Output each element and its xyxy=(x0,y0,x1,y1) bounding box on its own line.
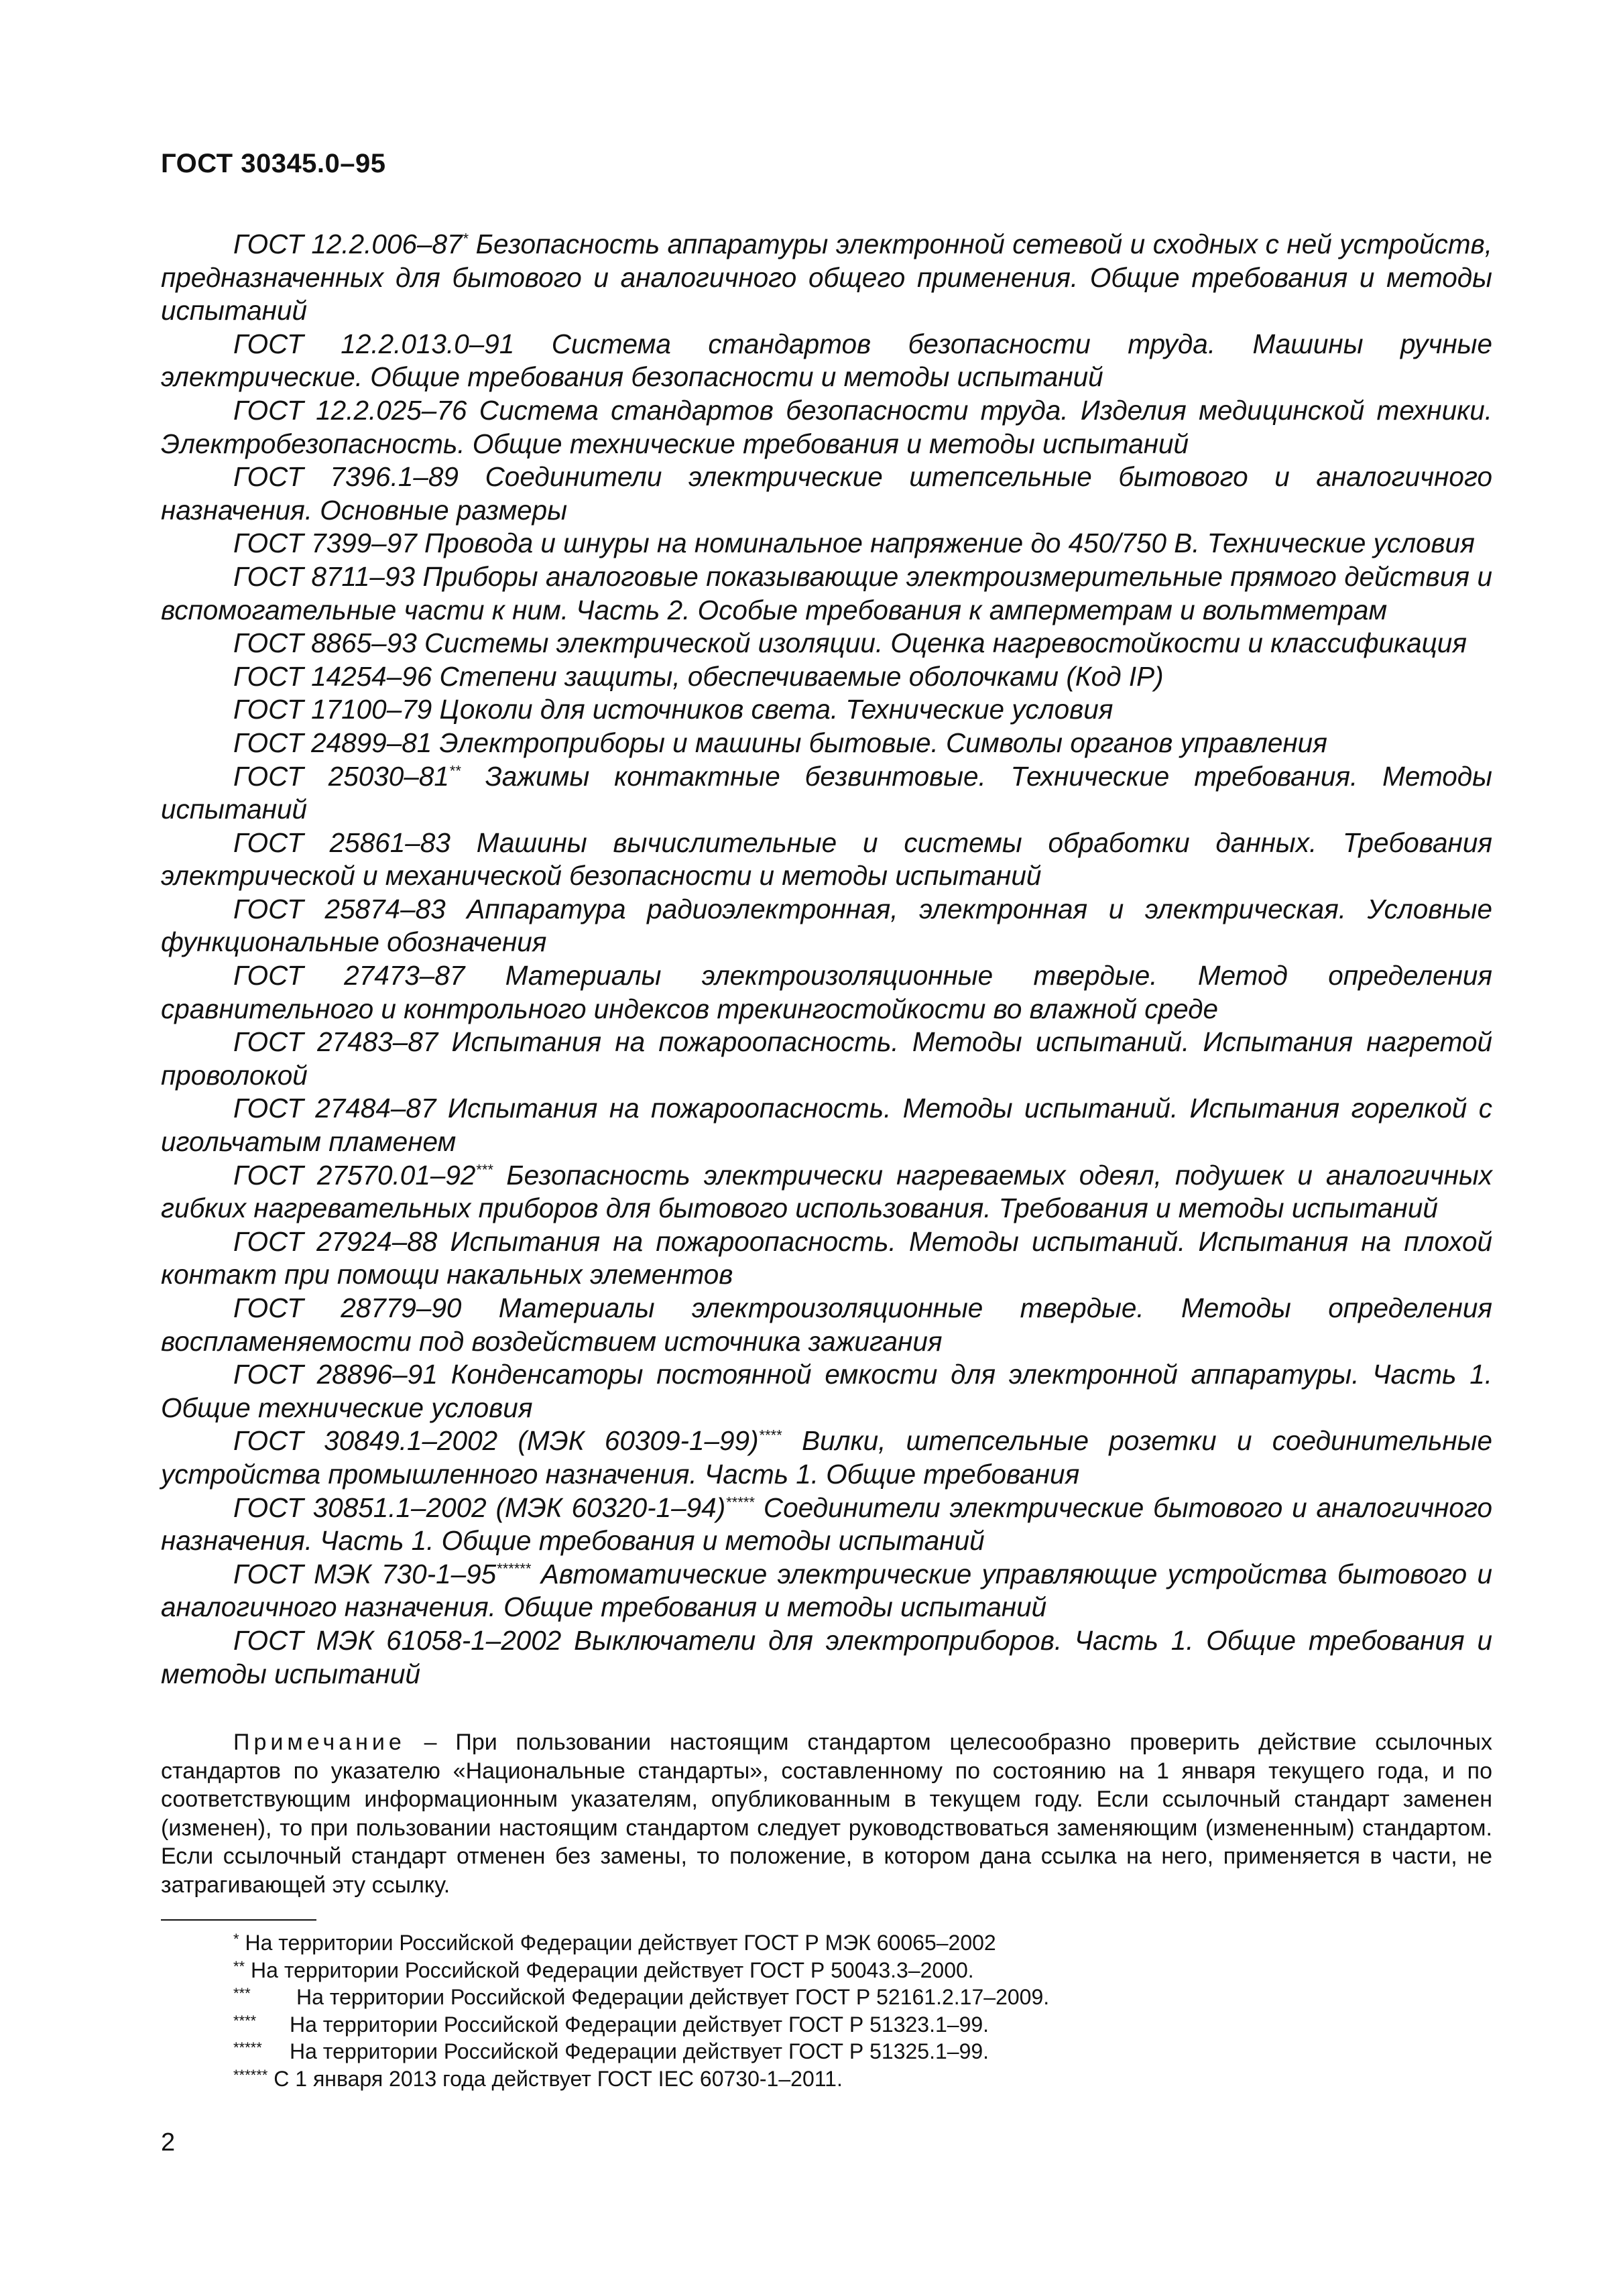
reference-item xyxy=(161,827,1492,893)
normative-references-list xyxy=(161,228,1492,1691)
reference-code: ГОСТ 8711–93 xyxy=(233,560,415,592)
footnote-item xyxy=(161,2012,1492,2040)
reference-item xyxy=(161,1492,1492,1558)
reference-item xyxy=(161,693,1492,727)
footnote-mark: *** xyxy=(233,1985,251,2002)
footnote-mark: ** xyxy=(233,1957,245,1975)
reference-code: ГОСТ 17100–79 xyxy=(233,694,432,725)
footnote-text: На территории Российской Федерации действует ГОСТ Р 50043.3–2000. xyxy=(251,1957,974,1982)
reference-item xyxy=(161,727,1492,760)
reference-item xyxy=(161,394,1492,461)
reference-code: ГОСТ 28896–91 xyxy=(233,1359,438,1390)
reference-item xyxy=(161,660,1492,694)
footnote-text: На территории Российской Федерации действует ГОСТ Р 52161.2.17–2009. xyxy=(296,1985,1050,2010)
reference-code: ГОСТ 12.2.025–76 xyxy=(233,394,467,426)
reference-item xyxy=(161,1026,1492,1092)
reference-title: Вилки, штепсельные розетки и соединительные устройства промышленного назначения. Часть 1. Общие требования xyxy=(161,1425,1492,1490)
footnote-mark: **** xyxy=(233,2012,257,2029)
reference-code: ГОСТ 12.2.013.0–91 xyxy=(233,328,515,359)
reference-item xyxy=(161,527,1492,560)
reference-title: Материалы электроизоляционные твердые. Методы определения воспламеняемости под воздействием источника зажигания xyxy=(161,1292,1492,1357)
reference-item xyxy=(161,1624,1492,1691)
reference-code: ГОСТ 24899–81 xyxy=(233,727,432,758)
reference-item xyxy=(161,893,1492,959)
note-paragraph xyxy=(161,1728,1492,1899)
reference-title: Выключатели для электроприборов. Часть 1. Общие требования и методы испытаний xyxy=(161,1624,1492,1689)
footnote-mark: * xyxy=(233,1931,239,1947)
reference-code: ГОСТ 28779–90 xyxy=(233,1292,462,1323)
footnote-item xyxy=(161,2039,1492,2067)
reference-title: Провода и шнуры на номинальное напряжение до 450/750 В. Технические условия xyxy=(424,528,1475,559)
reference-title: Безопасность электрически нагреваемых одеял, подушек и аналогичных гибких нагревательных приборов для бытового использования. Требования и методы испытаний xyxy=(161,1159,1492,1224)
reference-item xyxy=(161,1358,1492,1425)
reference-item xyxy=(161,1225,1492,1292)
reference-code: ГОСТ 27924–88 xyxy=(233,1225,438,1257)
reference-code: ГОСТ 27473–87 xyxy=(233,960,465,991)
reference-footnote-mark: ***** xyxy=(725,1494,755,1511)
reference-title: Испытания на пожароопасность. Методы испытаний. Испытания нагретой проволокой xyxy=(161,1026,1492,1091)
reference-item xyxy=(161,1159,1492,1225)
reference-item xyxy=(161,760,1492,827)
footnote-text: С 1 января 2013 года действует ГОСТ IEC 60730-1–2011. xyxy=(274,2066,843,2091)
footnote-item xyxy=(161,2067,1492,2094)
reference-title: Испытания на пожароопасность. Методы испытаний. Испытания на плохой контакт при помощи накальных элементов xyxy=(161,1225,1492,1290)
reference-code: ГОСТ МЭК 61058-1–2002 xyxy=(233,1624,562,1656)
reference-code: ГОСТ 8865–93 xyxy=(233,627,417,659)
reference-item xyxy=(161,1292,1492,1358)
reference-code: ГОСТ 27483–87 xyxy=(233,1026,438,1058)
reference-code: ГОСТ 27484–87 xyxy=(233,1093,436,1124)
reference-title: Соединители электрические бытового и аналогичного назначения. Часть 1. Общие требования и методы испытаний xyxy=(161,1492,1492,1557)
footnote-text: На территории Российской Федерации действует ГОСТ Р 51325.1–99. xyxy=(290,2039,989,2064)
reference-item xyxy=(161,1558,1492,1624)
reference-code: ГОСТ 30849.1–2002 (МЭК 60309-1–99) xyxy=(233,1425,759,1457)
reference-footnote-mark: **** xyxy=(758,1427,782,1444)
reference-item xyxy=(161,328,1492,394)
reference-item xyxy=(161,1092,1492,1158)
reference-footnote-mark: ** xyxy=(448,762,461,779)
reference-code: ГОСТ 12.2.006–87 xyxy=(233,229,463,259)
reference-item xyxy=(161,560,1492,627)
reference-code: ГОСТ 30851.1–2002 (МЭК 60320-1–94) xyxy=(233,1492,726,1523)
footnote-text: На территории Российской Федерации действует ГОСТ Р МЭК 60065–2002 xyxy=(245,1931,996,1955)
reference-title: Система стандартов безопасности труда. Изделия медицинской техники. Электробезопасность. Общие технические требования и методы испытаний xyxy=(161,394,1492,459)
reference-code: ГОСТ 25030–81 xyxy=(233,760,449,792)
reference-footnote-mark: *** xyxy=(475,1161,493,1179)
reference-item xyxy=(161,228,1492,328)
note-text: – При пользовании настоящим стандартом целесообразно проверить действие ссылочных стандартов по указателю «Национальные стандарты», составленному по состоянию на 1 января текущего года, и по соответствующим информационным указателям, опубликованным в текущем году. Если ссылочный стандарт заменен (изменен), то при пользовании настоящим стандартом следует руководствоваться заменяющим (измененным) стандартом. Если ссылочный стандарт отменен без замены, то положение, в котором дана ссылка на него, применяется в части, не затрагивающей эту ссылку. xyxy=(161,1730,1492,1898)
reference-title: Приборы аналоговые показывающие электроизмерительные прямого действия и вспомогательные части к ним. Часть 2. Особые требования к амперметрам и вольтметрам xyxy=(161,560,1492,625)
reference-title: Электроприборы и машины бытовые. Символы органов управления xyxy=(439,727,1327,758)
footnotes-block xyxy=(161,1931,1492,2094)
reference-title: Конденсаторы постоянной емкости для электронной аппаратуры. Часть 1. Общие технические условия xyxy=(161,1359,1492,1423)
reference-code: ГОСТ 25861–83 xyxy=(233,827,450,858)
reference-code: ГОСТ 27570.01–92 xyxy=(233,1159,476,1191)
reference-code: ГОСТ МЭК 730-1–95 xyxy=(233,1558,497,1589)
note-label: Примечание xyxy=(233,1730,406,1755)
reference-title: Система стандартов безопасности труда. Машины ручные электрические. Общие требования безопасности и методы испытаний xyxy=(161,328,1492,393)
footnote-item xyxy=(161,1931,1492,1958)
reference-title: Машины вычислительные и системы обработки данных. Требования электрической и механической безопасности и методы испытаний xyxy=(161,827,1492,892)
reference-footnote-mark: ****** xyxy=(496,1560,531,1577)
reference-code: ГОСТ 7399–97 xyxy=(233,528,417,559)
reference-title: Материалы электроизоляционные твердые. Метод определения сравнительного и контрольного индексов трекингостойкости во влажной среде xyxy=(161,960,1492,1024)
reference-item xyxy=(161,627,1492,660)
footnote-item xyxy=(161,1985,1492,2012)
reference-item xyxy=(161,461,1492,527)
reference-code: ГОСТ 14254–96 xyxy=(233,660,432,692)
reference-title: Испытания на пожароопасность. Методы испытаний. Испытания горелкой с игольчатым пламенем xyxy=(161,1093,1492,1158)
reference-title: Соединители электрические штепсельные бытового и аналогичного назначения. Основные размеры xyxy=(161,461,1492,526)
reference-item xyxy=(161,959,1492,1026)
footnote-item xyxy=(161,1958,1492,1986)
document-code-header: ГОСТ 30345.0–95 xyxy=(161,149,386,178)
reference-footnote-mark: * xyxy=(462,230,469,247)
reference-title: Цоколи для источников света. Технические условия xyxy=(439,694,1114,725)
reference-title: Безопасность аппаратуры электронной сетевой и сходных с ней устройств, предназначенных для бытового и аналогичного общего применения. Общие требования и методы испытаний xyxy=(161,229,1492,326)
reference-title: Зажимы контактные безвинтовые. Технические требования. Методы испытаний xyxy=(161,760,1492,825)
reference-title: Системы электрической изоляции. Оценка нагревостойкости и классификация xyxy=(424,627,1467,659)
reference-title: Автоматические электрические управляющие устройства бытового и аналогичного назначения. Общие требования и методы испытаний xyxy=(161,1558,1492,1623)
footnote-separator-line xyxy=(161,1919,316,1921)
reference-title: Степени защиты, обеспечиваемые оболочками (Код IP) xyxy=(439,660,1164,692)
footnote-mark: ****** xyxy=(233,2066,268,2083)
reference-item xyxy=(161,1425,1492,1491)
footnote-text: На территории Российской Федерации действует ГОСТ Р 51323.1–99. xyxy=(290,2012,989,2037)
page-number: 2 xyxy=(161,2128,176,2157)
reference-code: ГОСТ 7396.1–89 xyxy=(233,461,459,493)
footnote-mark: ***** xyxy=(233,2039,262,2057)
reference-code: ГОСТ 25874–83 xyxy=(233,893,446,924)
reference-title: Аппаратура радиоэлектронная, электронная и электрическая. Условные функциональные обозначения xyxy=(161,893,1492,958)
